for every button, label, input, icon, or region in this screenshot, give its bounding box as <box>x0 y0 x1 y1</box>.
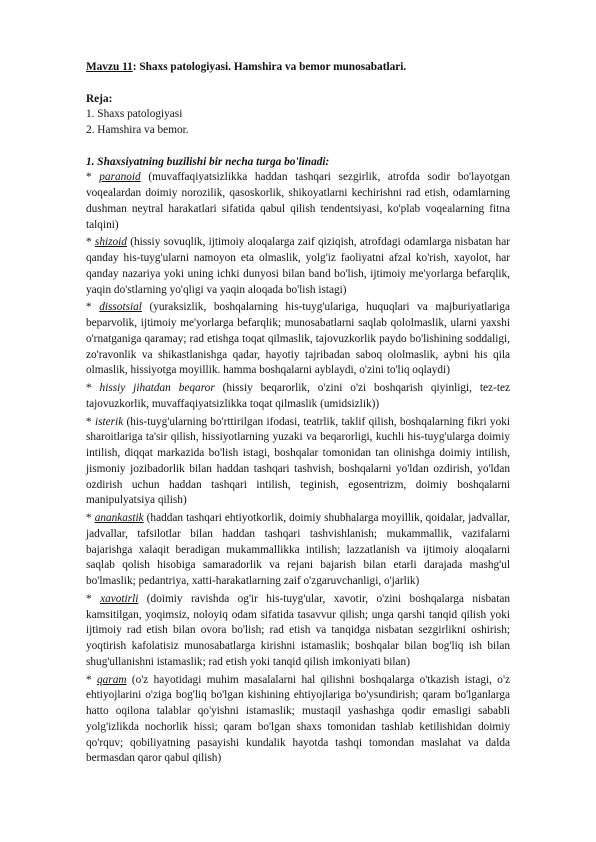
spacer <box>86 76 510 92</box>
disorder-entry <box>86 673 510 768</box>
bullet-marker: * <box>86 512 95 524</box>
document-title <box>86 60 510 76</box>
disorder-entry <box>86 235 510 298</box>
disorder-description: (yuraksizlik, boshqalarning his-tuyg'ulariga, huquqlari va majburiyatlariga beparvolik, ijtimoiy me'yorlarga befarqlik; munosabatlarni saqlab qololmaslik, ularni yaxshi o'rnatganiga qaramay; rad etishga toqat qilmaslik, tajovuzkorlik paydo bo'lishining soddaligi, zo'ravonlik va shikastlanishga qadar, hayotiy tajribadan saboq ololmaslik, aybni his qila olmaslik, hissiyotga moyillik. hamma boshqalarni ayblaydi, o'zini to'liq oqlaydi) <box>86 301 510 377</box>
plan-item: 1. Shaxs patologiyasi <box>86 108 183 121</box>
section-heading: 1. Shaxsiyatning buzilishi bir necha turga bo'linadi: <box>86 155 330 168</box>
disorder-term: shizoid <box>94 236 127 249</box>
plan-heading: Reja: <box>86 92 113 105</box>
bullet-marker: * <box>86 171 100 184</box>
bullet-marker: * <box>86 592 101 605</box>
bullet-marker: * <box>86 236 95 249</box>
disorder-term: paranoid <box>99 171 141 184</box>
bullet-marker: * <box>86 415 95 428</box>
disorder-entry <box>86 170 510 233</box>
plan-item: 2. Hamshira va bemor. <box>86 124 189 136</box>
disorder-term: isterik <box>94 415 124 428</box>
disorder-term: hissiy jihatdan beqaror <box>99 382 215 394</box>
disorder-list <box>86 170 510 767</box>
disorder-description: (his-tuyg'ularning bo'rttirilgan ifodasi, teatrlik, taklif qilish, boshqalarning fikri yoki sharoitlariga ta'sir qilish, hissiyotlarning yuzaki va beqarorligi, kuchli his-tuyg'ularga doimiy intilish, diqqat markazida bo'lish istagi, boshqalar tomonidan tan olinishga doimiy intilish, jismoniy jozibadorlik bilan haddan tashqari tashvish, boshqalarni yo'ldan ozdirish, yo'ldan ozdirish uchun haddan tashqari intilish, teginish, egosentrizm, doimiy boshqalarni manipulyatsiya qilish) <box>86 415 511 507</box>
disorder-entry <box>86 415 510 510</box>
bullet-marker: * <box>86 301 100 314</box>
spacer <box>86 139 510 155</box>
document-page <box>86 60 510 769</box>
disorder-description: (hissiy beqarorlik, o'zini o'zi boshqarish qiyinligi, tez-tez tajovuzkorlik, muvaffaqiyatsizlikka toqat qilmaslik (umidsizlik)) <box>86 382 510 410</box>
topic-number: Mavzu 11 <box>86 61 133 73</box>
disorder-description: (hissiy sovuqlik, ijtimoiy aloqalarga zaif qiziqish, atrofdagi odamlarga nisbatan har qanday his-tuyg'ularni namoyon eta olmaslik, yolg'iz faoliyatni afzal ko'rish, xayolot, har qanday nazariya yoki uning ichki dunyosi bilan band bo'lish, ijtimoiy me'yorlarga befarqlik, yaqin do'stlarning yo'qligi va yaqin aloqada bo'lish istagi) <box>86 236 510 296</box>
disorder-term: xavotirli <box>100 592 139 605</box>
disorder-description: (o'z hayotidagi muhim masalalarni hal qilishni boshqalarga o'tkazish istagi, o'z ehtiyojlarini o'ziga bog'liq bo'lgan kishining ehtiyojlariga bo'ysundirish; qaram bo'lganlarga hatto oqilona talablar qo'yishni istamaslik; mustaqil yashashga qodir emasligi sababli yolg'izlikda nochorlik hissi; qaram bo'lgan shaxs tomonidan tashlab ketilishidan doimiy qo'rquv; qobiliyatning pasayishi kundalik hayotda tashqi tomondan maslahat va dalda bermasdan qaror qabul qilish) <box>86 673 510 765</box>
disorder-description: (muvaffaqiyatsizlikka haddan tashqari sezgirlik, atrofda sodir bo'layotgan voqealardan doimiy norozilik, qasoskorlik, shikoyatlarni kechirishni rad etish, odamlarning dushman neytral harakatlari sifatida qabul qilish tendentsiyasi, ko'plab voqealarning fitna talqini) <box>86 171 510 231</box>
disorder-entry <box>86 381 510 413</box>
bullet-marker: * <box>86 382 100 394</box>
disorder-entry <box>86 592 510 671</box>
disorder-term: qaram <box>97 673 127 686</box>
bullet-marker: * <box>86 673 97 686</box>
disorder-description: (doimiy ravishda og'ir his-tuyg'ular, xavotir, o'zini boshqalarga nisbatan kamsitilgan, yoqimsiz, noloyiq odam sifatida tasavvur qilish; unga qarshi tanqid qilish yoki ijtimoiy rad etish bilan ovora bo'lish; rad etish va tanqidga nisbatan sezgirlikni oshirish; yoqtirish kafolatisiz munosabatlarga kirishni istamaslik; boshqalar bilan bog'liq ish bilan shug'ullanishni istamaslik; rad etish yoki tanqid qilish imkoniyati bilan) <box>86 592 510 668</box>
disorder-term: anankastik <box>94 512 144 524</box>
disorder-entry <box>86 300 510 379</box>
topic-title: : Shaxs patologiyasi. Hamshira va bemor munosabatlari. <box>132 61 407 73</box>
disorder-term: dissotsial <box>99 301 142 314</box>
disorder-description: (haddan tashqari ehtiyotkorlik, doimiy shubhalarga moyillik, qoidalar, jadvallar, jadvallar, tafsilotlar bilan haddan tashqari tashvishlanish; mukammallik, vazifalarni bajarishga xalaqit beradigan mukammallikka intilish; lazzatlanish va ijtimoiy aloqalarni saqlab qolish hisobiga samaradorlik va rejani bajarish bilan etarli darajada mashg'ul bo'lmaslik; pedantriya, xatti-harakatlarning zaif o'zgaruvchanligi, o'jarlik) <box>86 512 510 587</box>
disorder-entry <box>86 511 510 590</box>
